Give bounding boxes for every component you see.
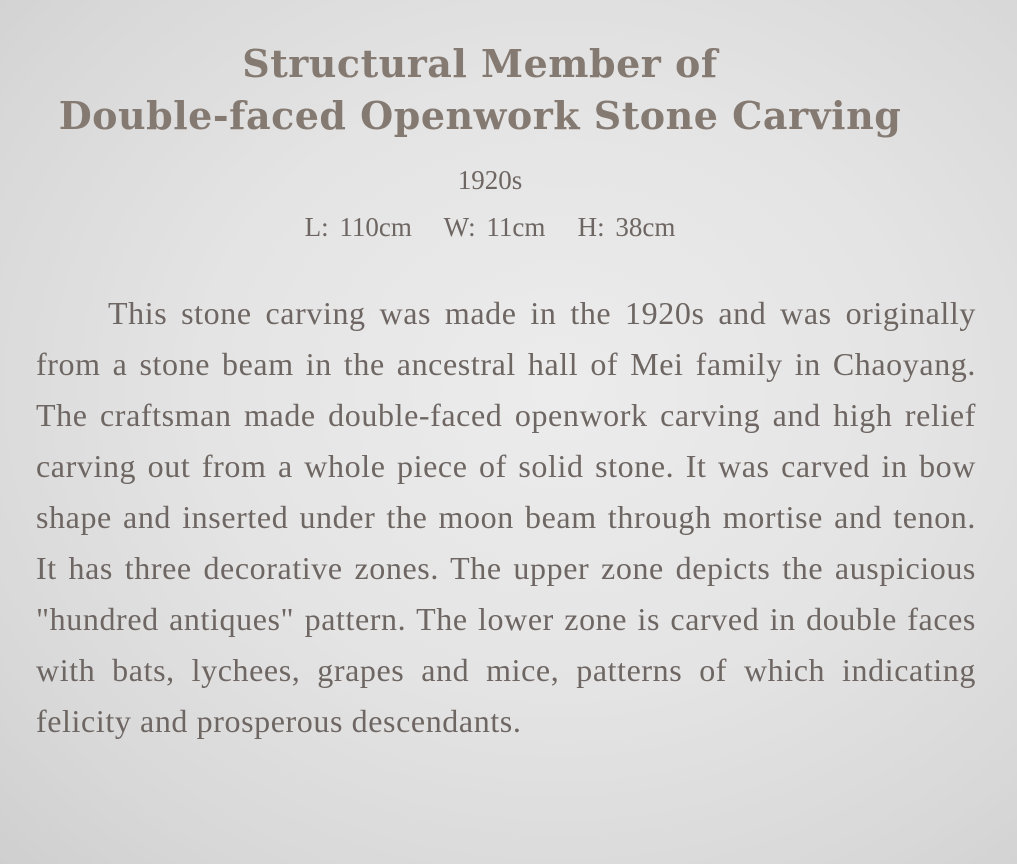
title-line-2: Double-faced Openwork Stone Carving xyxy=(58,93,902,138)
artifact-description: This stone carving was made in the 1920s and was originally from a stone beam in the ancestral hall of Mei family in Chaoyang. The craftsman made double-faced openwork carving and high relief carving out from a whole piece of solid stone. It was carved in bow shape and inserted under the moon beam through mortise and tenon. It has three decorative zones. The upper zone depicts the auspicious "hundred antiques" pattern. The lower zone is carved in double faces with bats, lychees, grapes and mice, patterns of which indicating felicity and prosperous descendants. xyxy=(36,295,976,739)
artifact-dimensions: L: 110cm W: 11cm H: 38cm xyxy=(304,212,676,242)
artifact-date: 1920s xyxy=(457,165,523,195)
title-line-1: Structural Member of xyxy=(242,41,718,86)
